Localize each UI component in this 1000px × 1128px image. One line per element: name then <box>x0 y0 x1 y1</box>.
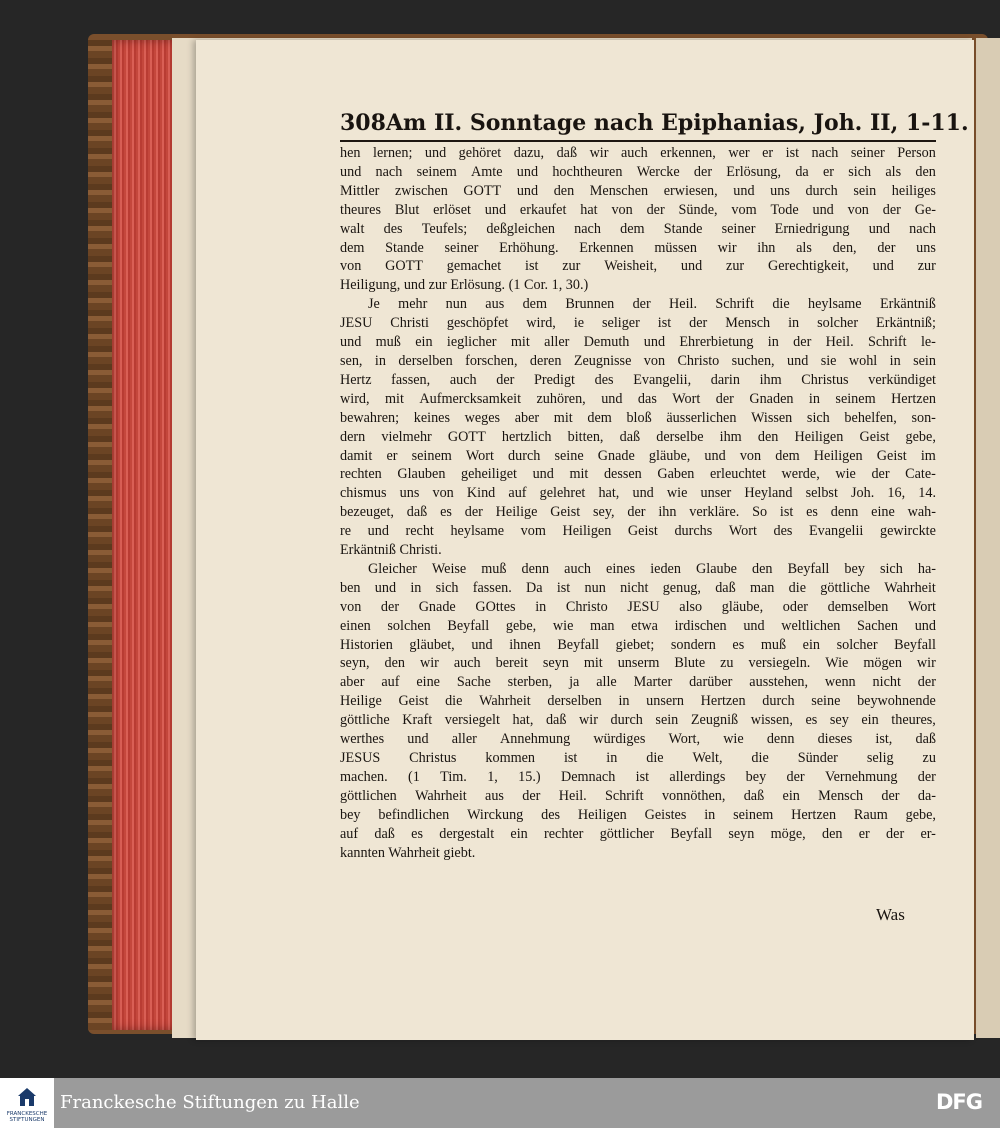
text-line: von der Gnade GOttes in Christo JESU also gläube, oder demselben Wort <box>340 598 936 615</box>
dfg-logo[interactable]: DFG <box>936 1090 983 1114</box>
text-line: bey befindlichen Wirckung des Heiligen Geistes in seinem Hertzen Raum gebe, <box>340 806 936 823</box>
institution-logo <box>0 1078 54 1128</box>
text-line: göttliche Kraft versiegelt hat, daß wir durch sein Zeugniß wissen, es sey ein theures, <box>340 712 936 729</box>
text-line: auf daß es dergestalt ein rechter göttlicher Beyfall seyn möge, den er der er- <box>340 825 936 842</box>
text-line: Gleicher Weise muß denn auch eines ieden Glaube den Beyfall bey sich ha- <box>368 560 936 577</box>
institution-name[interactable]: Franckesche Stiftungen zu Halle <box>60 1092 360 1113</box>
text-line: theures Blut erlöset und erkaufet hat von der Sünde, vom Tode und von der Ge- <box>340 201 936 218</box>
text-line: dem Stande seiner Erhöhung. Erkennen müssen wir ihn als den, der uns <box>340 239 936 256</box>
text-line: göttlichen Wahrheit aus der Heil. Schrift vonnöthen, daß ein Mensch der da- <box>340 787 936 804</box>
text-line: hen lernen; und gehöret dazu, daß wir auch erkennen, wer er ist nach seiner Person <box>340 145 936 161</box>
text-line: ben und in sich fassen. Da ist nun nicht genug, daß man die göttliche Wahrheit <box>340 579 936 596</box>
text-line: Hertz fassen, auch der Predigt des Evangelii, darin ihm Christus verkündiget <box>340 371 936 388</box>
text-line: rechten Glauben geheiliget und mit dessen Gaben erleuchtet werde, wie der Cate- <box>340 466 936 483</box>
text-line: dern vielmehr GOTT hertzlich bitten, daß derselbe ihm den Heiligen Geist gebe, <box>340 428 936 445</box>
text-line: Mittler zwischen GOTT und den Menschen erwiesen, und uns durch sein heiliges <box>340 182 936 199</box>
page-number: 308 <box>340 110 386 136</box>
text-line: chismus uns von Kind auf gelehret hat, und wie unser Heyland selbst Joh. 16, 14. <box>340 485 936 502</box>
logo-text: FRANCKESCHE STIFTUNGEN <box>6 1111 48 1123</box>
text-line: bewahren; keines weges aber mit dem bloß äusserlichen Wissen sich behelfen, son- <box>340 409 936 426</box>
text-line: bezeuget, daß es der Heilige Geist sey, der ihn verkläre. So ist es denn eine wah- <box>340 504 936 521</box>
text-line: werthes und aller Annehmung würdiges Wort, wie denn dieses ist, daß <box>340 731 936 748</box>
text-line: kannten Wahrheit giebt. <box>340 844 476 861</box>
text-line: JESU Christi geschöpfet wird, ie seliger ist der Mensch in solcher Erkäntniß; <box>340 315 936 332</box>
text-line: Erkäntniß Christi. <box>340 542 442 559</box>
text-line: aber auf eine Sache sterben, ja alle Marter darüber ausstehen, wenn nicht der <box>340 674 936 691</box>
running-head: Am II. Sonntage nach Epiphanias, Joh. II, 1-11. <box>385 110 969 136</box>
text-line: Heiligung, und zur Erlösung. (1 Cor. 1, 30.) <box>340 277 589 294</box>
facing-page-edge <box>976 38 1000 1038</box>
text-line: damit er seinem Wort durch seine Gnade gläube, und von dem Heiligen Geist im <box>340 447 936 464</box>
text-line: Heilige Geist die Wahrheit derselben in unsern Hertzen durch seine beywohnende <box>340 693 936 710</box>
text-line: wird, mit Aufmercksamkeit zuhören, und das Wort der Gnaden in seinem Hertzen <box>340 390 936 407</box>
text-line: JESUS Christus kommen ist in die Welt, die Sünder selig zu <box>340 750 936 766</box>
text-line: von GOTT gemachet ist zur Weisheit, und zur Gerechtigkeit, und zur <box>340 258 936 275</box>
text-line: Je mehr nun aus dem Brunnen der Heil. Schrift die heylsame Erkäntniß <box>368 296 936 313</box>
text-line: und nach seinem Amte und hochtheuren Wercke der Erlösung, da er sich als den <box>340 163 936 180</box>
text-line: und muß ein ieglicher mit aller Demuth und Ehrerbietung in der Heil. Schrift le- <box>340 334 936 351</box>
text-line: machen. (1 Tim. 1, 15.) Demnach ist allerdings bey der Vernehmung der <box>340 768 936 785</box>
red-page-edges <box>112 40 178 1030</box>
catchword: Was <box>876 905 905 924</box>
text-line: seyn, den wir auch bereit seyn mit unserm Blute zu versiegeln. Wie mögen wir <box>340 655 936 672</box>
body-text <box>340 144 936 862</box>
page-header <box>340 110 969 142</box>
text-line: walt des Teufels; deßgleichen nach dem Stande seiner Erniedrigung und nach <box>340 220 936 237</box>
text-line: sen, in derselben forschen, deren Zeugnisse von Christo suchen, und sie wohl in sein <box>340 352 936 369</box>
text-line: re und recht heylsame vom Heiligen Geist durchs Wort des Evangelii gewirckte <box>340 523 936 540</box>
text-line: Historien gläubet, und ihnen Beyfall giebet; sondern es muß ein solcher Beyfall <box>340 636 936 653</box>
page-text-block <box>340 110 969 862</box>
text-line: einen solchen Beyfall gebe, wie man etwa irdischen und weltlichen Sachen und <box>340 617 936 634</box>
building-icon <box>16 1086 38 1108</box>
